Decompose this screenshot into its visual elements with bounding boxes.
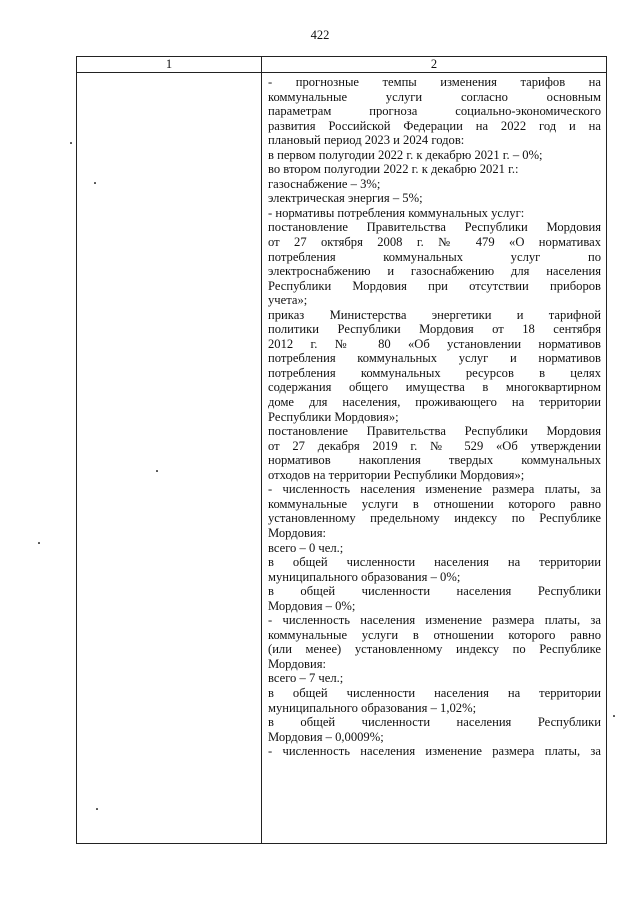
text-line: коммунальные услуги согласно основным	[268, 89, 601, 104]
text-line: в первом полугодии 2022 г. к декабрю 2021 г. – 0%;	[268, 147, 543, 162]
text-line: Мордовия – 0,0009%;	[268, 729, 384, 744]
text-line: в общей численности населения на территории	[268, 555, 601, 570]
text-line: во втором полугодии 2022 г. к декабрю 2021 г.:	[268, 162, 519, 177]
text-line: постановление Правительства Республики Мордовия	[268, 424, 601, 439]
column-header-2: 2	[262, 57, 607, 73]
scan-speck	[94, 182, 96, 184]
text-line: в общей численности населения Республики	[268, 584, 601, 599]
text-line: политики Республики Мордовия от 18 сентября	[268, 322, 601, 337]
text-line: в общей численности населения на территории	[268, 685, 601, 700]
text-line: содержания общего имущества в многоквартирном	[268, 380, 601, 395]
text-line: всего – 0 чел.;	[268, 540, 344, 555]
text-line: - нормативы потребления коммунальных услуг:	[268, 205, 525, 220]
table-content-row	[77, 73, 607, 844]
text-line: нормативов накопления твердых коммунальных	[268, 453, 601, 468]
text-line: коммунальные услуги в отношении которого равно	[268, 627, 601, 642]
scan-speck	[70, 142, 72, 144]
text-line: приказ Министерства энергетики и тарифной	[268, 307, 601, 322]
text-line: от 27 октября 2008 г. № 479 «О нормативах	[268, 235, 601, 250]
text-line: Республики Мордовия»;	[268, 409, 399, 424]
text-line: электроснабжению и газоснабжению для населения	[268, 264, 601, 279]
text-line: коммунальные услуги в отношении которого равно	[268, 496, 601, 511]
text-line: (или менее) установленному индексу по Республике	[268, 642, 601, 657]
text-line: Мордовия:	[268, 656, 326, 671]
text-line: электрическая энергия – 5%;	[268, 191, 423, 206]
page-number: 422	[310, 28, 330, 42]
column-2-cell	[262, 73, 607, 844]
text-line: плановый период 2023 и 2024 годов:	[268, 133, 465, 148]
text-line: - численность населения изменение размера платы, за	[268, 613, 601, 628]
scan-speck	[96, 808, 98, 810]
text-line: в общей численности населения Республики	[268, 715, 601, 730]
column-1-cell	[77, 73, 262, 844]
text-line: постановление Правительства Республики Мордовия	[268, 220, 601, 235]
text-line: параметрам прогноза социально-экономического	[268, 104, 601, 119]
table-header-row	[77, 57, 607, 73]
text-line: учета»;	[268, 293, 308, 308]
text-line: Мордовия – 0%;	[268, 598, 356, 613]
column-2-text	[262, 73, 606, 759]
text-line: отходов на территории Республики Мордовия»;	[268, 467, 525, 482]
text-line: потребления коммунальных услуг и нормативов	[268, 351, 601, 366]
scan-speck	[156, 470, 158, 472]
scan-speck	[38, 542, 40, 544]
text-line: доме для населения, проживающего на территории	[268, 395, 601, 410]
text-line: всего – 7 чел.;	[268, 671, 344, 686]
text-line: газоснабжение – 3%;	[268, 176, 381, 191]
document-table	[76, 56, 607, 844]
text-line: потребления коммунальных услуг по	[268, 249, 601, 264]
column-header-1: 1	[77, 57, 262, 73]
text-line: Мордовия:	[268, 525, 326, 540]
text-line: - численность населения изменение размера платы, за	[268, 482, 601, 497]
text-line: муниципального образования – 0%;	[268, 569, 461, 584]
text-line: установленному предельному индексу по Республике	[268, 511, 601, 526]
text-line: Республики Мордовия при отсутствии приборов	[268, 278, 601, 293]
text-line: потребления коммунальных ресурсов в целях	[268, 365, 601, 380]
text-line: - прогнозные темпы изменения тарифов на	[268, 75, 601, 89]
text-line: 2012 г. № 80 «Об установлении нормативов	[268, 336, 601, 351]
text-line: от 27 декабря 2019 г. № 529 «Об утверждении	[268, 438, 601, 453]
scan-speck	[613, 715, 615, 717]
text-line: - численность населения изменение размера платы, за	[268, 744, 601, 759]
text-line: развития Российской Федерации на 2022 год и на	[268, 118, 601, 133]
text-line: муниципального образования – 1,02%;	[268, 700, 477, 715]
